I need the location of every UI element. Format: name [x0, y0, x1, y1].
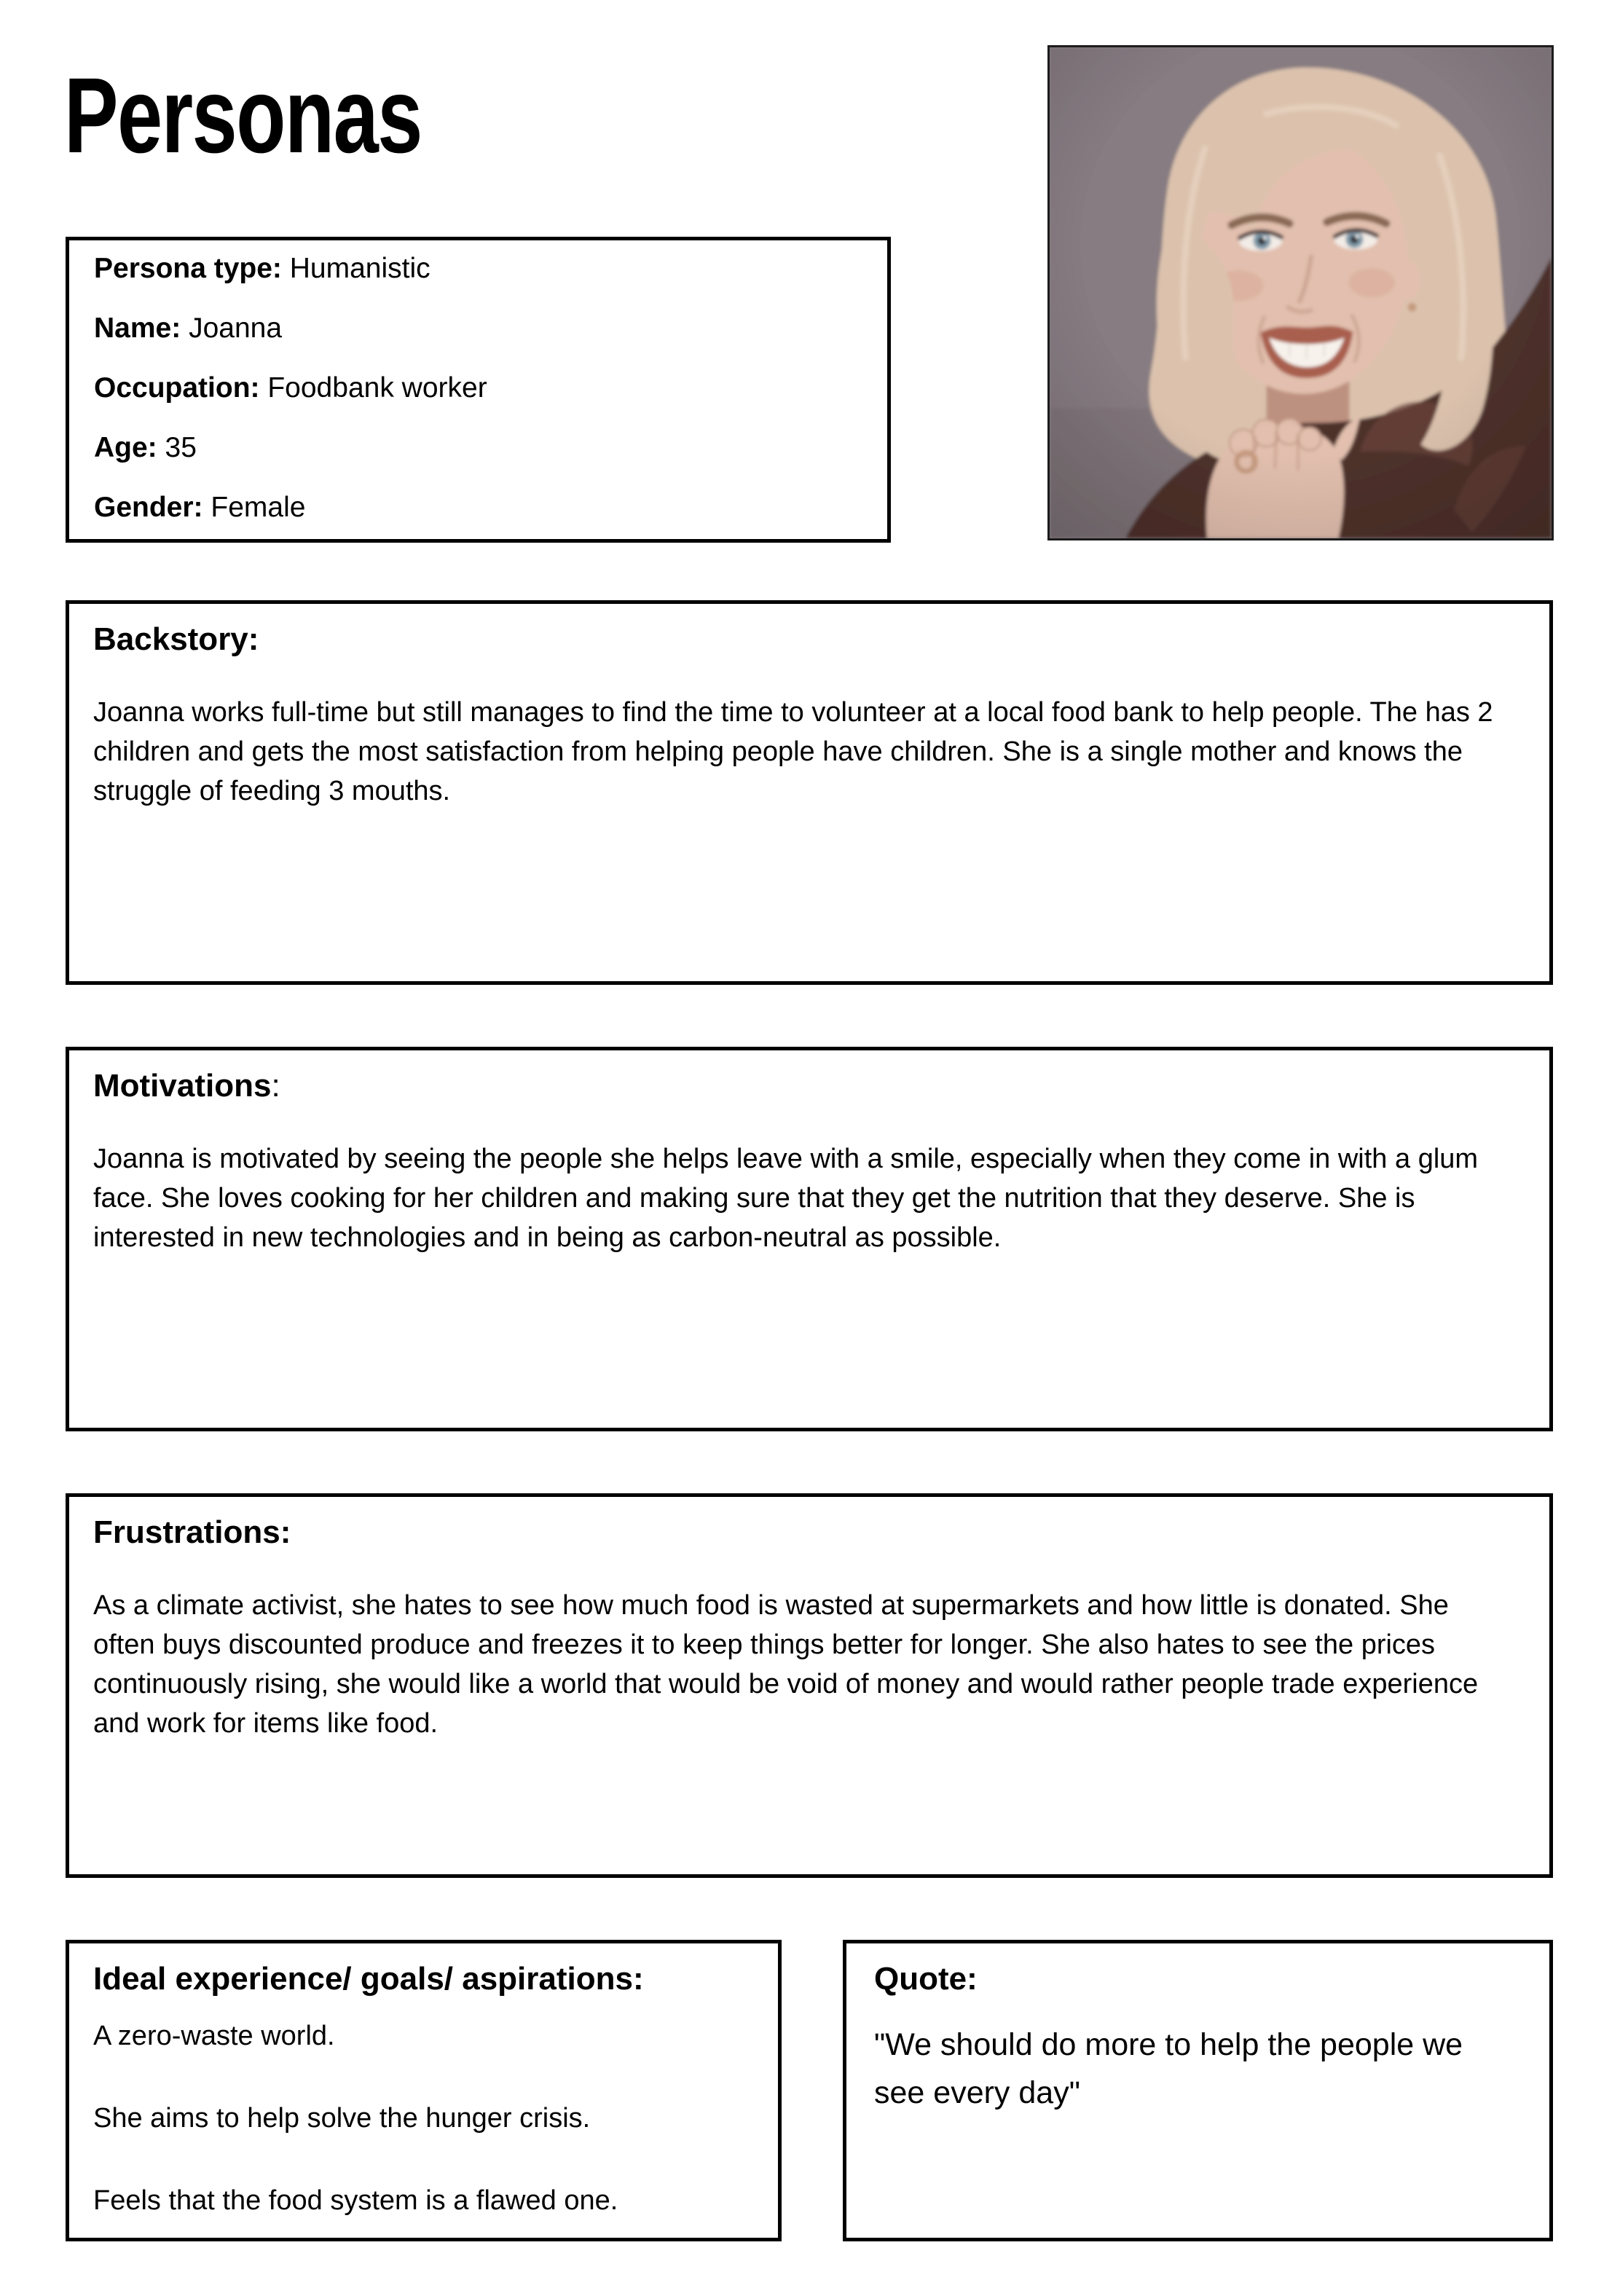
persona-photo — [1047, 45, 1554, 540]
persona-type-value: Humanistic — [289, 253, 430, 284]
portrait-illustration — [1050, 47, 1552, 538]
frustrations-section — [66, 1493, 1553, 1878]
gender-row — [94, 490, 867, 526]
occupation-row — [94, 370, 867, 406]
goal-item: Feels that the food system is a flawed one. — [93, 2185, 618, 2216]
persona-type-row — [94, 251, 867, 287]
quote-text: "We should do more to help the people we see every day" — [874, 2027, 1463, 2110]
goal-item: She aims to help solve the hunger crisis. — [93, 2103, 591, 2134]
backstory-text: Joanna works full-time but still manages to find the time to volunteer at a local food bank to help people. The has 2 children and gets the most satisfaction from helping people have children. She is a single mother and knows the struggle of feeding 3 mouths. — [93, 697, 1493, 806]
goals-heading-text: Ideal experience/ goals/ aspirations: — [93, 1961, 644, 1997]
frustrations-heading — [93, 1516, 1511, 1549]
motivations-text: Joanna is motivated by seeing the people she helps leave with a smile, especially when they come in with a glum face. She loves cooking for her children and making sure that they get the nutrition that they deserve. She is interested in new technologies and in being as carbon-neutral as possible. — [93, 1144, 1479, 1253]
gender-label: Gender: — [94, 492, 203, 523]
age-label: Age: — [94, 432, 157, 463]
motivations-section — [66, 1047, 1553, 1431]
goals-section — [66, 1940, 782, 2241]
frustrations-heading-text: Frustrations: — [93, 1514, 291, 1550]
backstory-heading — [93, 623, 1511, 656]
goals-heading — [93, 1962, 750, 1996]
frustrations-text: As a climate activist, she hates to see how much food is wasted at supermarkets and how little is donated. She often buys discounted produce and freezes it to keep things better for longer. She also hates to see the prices continuously rising, she would like a world that would be void of money and would rather people trade experience and work for items like food. — [93, 1590, 1479, 1739]
persona-summary-box — [66, 237, 891, 543]
backstory-section — [66, 600, 1553, 985]
gender-value: Female — [211, 492, 306, 523]
persona-type-label: Persona type: — [94, 253, 282, 284]
page-title: Personas — [64, 56, 422, 176]
quote-heading-text: Quote: — [874, 1961, 978, 1997]
age-value: 35 — [165, 432, 197, 463]
quote-section — [843, 1940, 1553, 2241]
occupation-value: Foodbank worker — [267, 372, 487, 404]
quote-heading — [874, 1962, 1520, 1996]
name-value: Joanna — [189, 312, 283, 344]
age-row — [94, 430, 867, 466]
occupation-label: Occupation: — [94, 372, 260, 404]
backstory-heading-text: Backstory: — [93, 621, 259, 657]
photo-vignette — [1050, 47, 1552, 538]
goal-item: A zero-waste world. — [93, 2021, 335, 2051]
name-label: Name: — [94, 312, 181, 344]
motivations-heading-text: Motivations — [93, 1068, 272, 1104]
motivations-heading — [93, 1069, 1511, 1103]
motivations-heading-colon: : — [271, 1068, 280, 1104]
name-row — [94, 310, 867, 347]
